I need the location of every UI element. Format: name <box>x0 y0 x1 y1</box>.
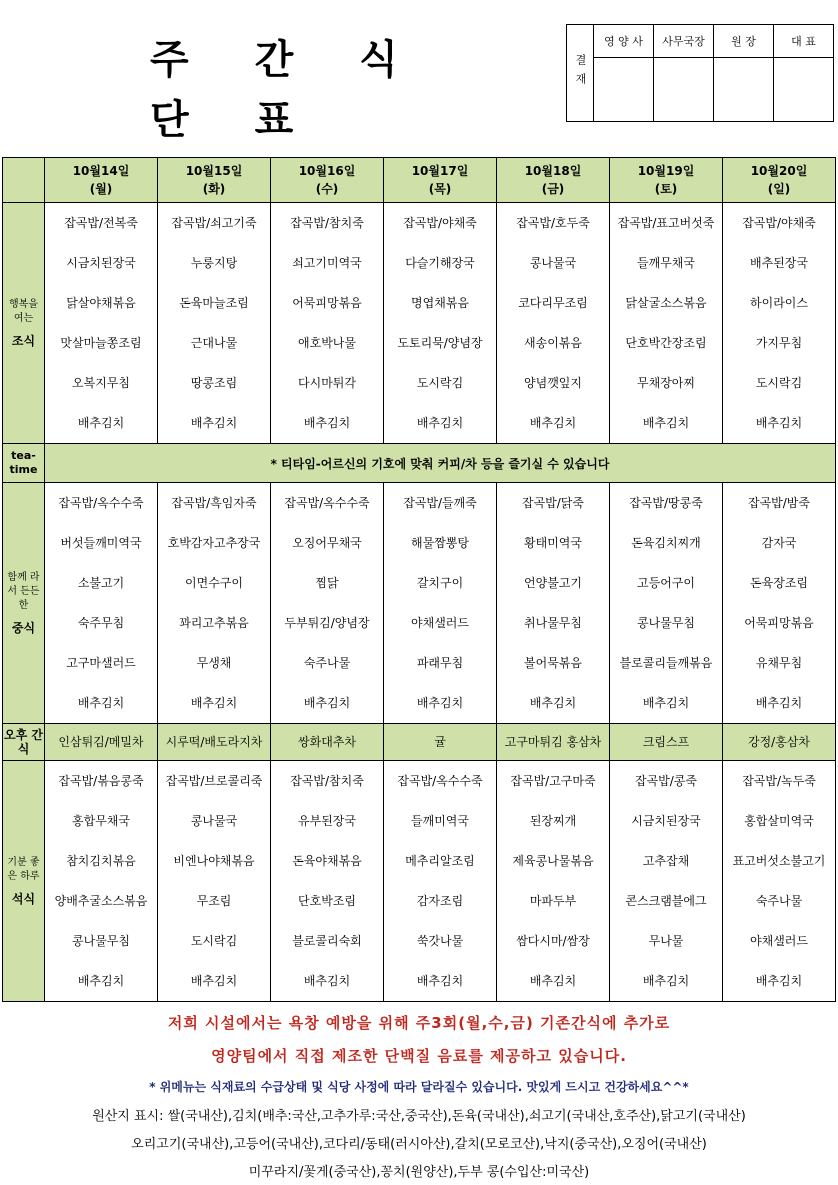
teatime-label: tea-time <box>3 444 45 483</box>
dinner-day-cell <box>384 761 497 1002</box>
lunch-menu-item: 잡곡밥/흑임자죽 <box>171 496 257 510</box>
corner-cell <box>3 158 45 203</box>
dinner-menu-item: 된장찌개 <box>529 814 577 828</box>
dinner-menu-item: 콘스크램블에그 <box>625 894 707 908</box>
dinner-menu-item: 잡곡밥/볶음콩죽 <box>58 774 144 788</box>
breakfast-menu-item: 무채장아찌 <box>637 376 695 390</box>
snack-item: 크림스프 <box>610 724 723 761</box>
dinner-menu-item: 숙주나물 <box>755 894 803 908</box>
snack-item: 귤 <box>384 724 497 761</box>
breakfast-menu-item: 근대나물 <box>190 336 238 350</box>
origin-line-3: 미꾸라지/꽃게(중국산),꽁치(원양산),두부 콩(수입산:미국산) <box>248 1165 590 1180</box>
breakfast-menu-item: 누룽지탕 <box>190 256 238 270</box>
breakfast-day-cell <box>45 203 158 444</box>
dinner-menu-item: 콩나물국 <box>190 814 238 828</box>
breakfast-menu-item: 어묵피망볶음 <box>292 296 362 310</box>
snack-label: 오후 간식 <box>3 724 45 761</box>
snack-item: 강정/홍삼차 <box>723 724 836 761</box>
approval-side-label: 결재 <box>567 25 594 122</box>
lunch-menu-item: 돈육김치찌개 <box>631 536 701 550</box>
breakfast-menu-item: 들깨무채국 <box>637 256 695 270</box>
breakfast-menu-item: 단호박간장조림 <box>625 336 707 350</box>
day-header <box>384 158 497 203</box>
breakfast-menu-item: 배추김치 <box>529 416 577 430</box>
breakfast-menu-item: 잡곡밥/참치죽 <box>290 216 364 230</box>
dinner-menu-item: 잡곡밥/콩죽 <box>634 774 697 788</box>
dinner-menu-item: 시금치된장국 <box>631 814 701 828</box>
lunch-menu-item: 돈육장조림 <box>750 576 808 590</box>
lunch-menu-item: 잡곡밥/닭죽 <box>521 496 584 510</box>
lunch-menu-item: 블로콜리들깨볶음 <box>619 656 713 670</box>
day-date: 10월17일 <box>411 164 469 178</box>
snack-row <box>3 724 836 761</box>
lunch-day-cell <box>271 483 384 724</box>
dinner-day-cell <box>723 761 836 1002</box>
dinner-menu-item: 들깨미역국 <box>411 814 469 828</box>
lunch-day-cell <box>384 483 497 724</box>
approval-sign-box[interactable] <box>594 58 654 122</box>
dinner-menu-item: 잡곡밥/옥수수죽 <box>397 774 483 788</box>
lunch-menu-item: 배추김치 <box>416 696 464 710</box>
lunch-menu-item: 유채무침 <box>755 656 803 670</box>
origin-line-1: 원산지 표시: 쌀(국내산),김치(배추:국산,고추가루:국산,중국산),돈육(국내산),쇠고기(국내산,호주산),닭고기(국내산) <box>92 1109 746 1124</box>
breakfast-menu-item: 도시락김 <box>755 376 803 390</box>
breakfast-menu-item: 양념깻잎지 <box>524 376 582 390</box>
breakfast-menu-item: 땅콩조림 <box>190 376 238 390</box>
dinner-menu-item: 쑥갓나물 <box>416 934 464 948</box>
dinner-menu-item: 무조림 <box>196 894 232 908</box>
day-header <box>723 158 836 203</box>
lunch-menu-item: 숙주무침 <box>77 616 125 630</box>
dinner-menu-item: 메추리알조림 <box>405 854 475 868</box>
lunch-side-label <box>3 483 45 724</box>
day-date: 10월15일 <box>185 164 243 178</box>
breakfast-menu-item: 배추김치 <box>755 416 803 430</box>
dinner-menu-item: 배추김치 <box>416 974 464 988</box>
lunch-menu-item: 황태미역국 <box>524 536 582 550</box>
dinner-menu-item: 무나물 <box>648 934 684 948</box>
lunch-menu-item: 언양불고기 <box>524 576 582 590</box>
snack-item: 인삼튀김/메밀차 <box>45 724 158 761</box>
lunch-menu-item: 고등어구이 <box>637 576 695 590</box>
dinner-menu-item: 감자조림 <box>416 894 464 908</box>
lunch-menu-item: 배추김치 <box>190 696 238 710</box>
notice-line-1: 저희 시설에서는 욕창 예방을 위해 주3회(월,수,금) 기존간식에 추가로 <box>167 1014 671 1032</box>
dinner-menu-item: 잡곡밥/참치죽 <box>290 774 364 788</box>
origin-line-2: 오리고기(국내산),고등어(국내산),코다리/동태(러시아산),갈치(모로코산),낙지(중국산),오징어(국내산) <box>131 1137 707 1152</box>
lunch-day-cell <box>497 483 610 724</box>
dinner-menu-item: 홍합무채국 <box>72 814 130 828</box>
breakfast-menu-item: 도토리묵/양념장 <box>397 336 483 350</box>
breakfast-menu-item: 돈육마늘조림 <box>179 296 249 310</box>
breakfast-menu-item: 애호박나물 <box>298 336 356 350</box>
lunch-menu-item: 소불고기 <box>77 576 125 590</box>
breakfast-menu-item: 배추된장국 <box>750 256 808 270</box>
lunch-menu-item: 잡곡밥/땅콩죽 <box>629 496 703 510</box>
lunch-menu-item: 어묵피망볶음 <box>744 616 814 630</box>
breakfast-menu-item: 배추김치 <box>642 416 690 430</box>
weekly-menu-table <box>2 157 836 1002</box>
dinner-menu-item: 쌈다시마/쌈장 <box>516 934 590 948</box>
dinner-day-cell <box>45 761 158 1002</box>
breakfast-menu-item: 잡곡밥/야채죽 <box>403 216 477 230</box>
breakfast-menu-item: 배추김치 <box>303 416 351 430</box>
lunch-menu-item: 파래무침 <box>416 656 464 670</box>
dinner-meal-label: 석식 <box>11 892 36 906</box>
lunch-menu-item: 해물짬뽕탕 <box>411 536 469 550</box>
approval-sign-box[interactable] <box>654 58 714 122</box>
approval-role: 영 양 사 <box>594 25 654 58</box>
breakfast-day-cell <box>271 203 384 444</box>
day-date: 10월19일 <box>637 164 695 178</box>
breakfast-side-text: 행복을 여는 <box>9 299 38 324</box>
breakfast-menu-item: 명엽채볶음 <box>411 296 469 310</box>
lunch-menu-item: 취나물무침 <box>524 616 582 630</box>
dinner-menu-item: 도시락김 <box>190 934 238 948</box>
day-of-week: (토) <box>654 182 678 196</box>
lunch-menu-item: 갈치구이 <box>416 576 464 590</box>
lunch-menu-item: 잡곡밥/옥수수죽 <box>58 496 144 510</box>
lunch-side-text: 함께 라서 든든한 <box>7 572 40 611</box>
breakfast-menu-item: 배추김치 <box>77 416 125 430</box>
dinner-menu-item: 콩나물무침 <box>72 934 130 948</box>
breakfast-menu-item: 도시락김 <box>416 376 464 390</box>
breakfast-menu-item: 하이라이스 <box>750 296 808 310</box>
breakfast-day-cell <box>723 203 836 444</box>
dinner-menu-item: 마파두부 <box>529 894 577 908</box>
breakfast-menu-item: 배추김치 <box>190 416 238 430</box>
dinner-menu-item: 야채샐러드 <box>750 934 808 948</box>
page-title: 주 간 식 단 표 <box>150 37 424 143</box>
dinner-side-label <box>3 761 45 1002</box>
day-of-week: (월) <box>89 182 113 196</box>
breakfast-menu-item: 콩나물국 <box>529 256 577 270</box>
lunch-day-cell <box>723 483 836 724</box>
dinner-day-cell <box>271 761 384 1002</box>
dinner-row <box>3 761 836 1002</box>
dinner-menu-item: 배추김치 <box>77 974 125 988</box>
day-header <box>158 158 271 203</box>
lunch-menu-item: 볼어묵볶음 <box>524 656 582 670</box>
breakfast-menu-item: 다시마튀각 <box>298 376 356 390</box>
day-header-row <box>3 158 836 203</box>
dinner-menu-item: 양배추굴소스볶음 <box>54 894 148 908</box>
day-of-week: (일) <box>767 182 791 196</box>
day-of-week: (금) <box>541 182 565 196</box>
dinner-menu-item: 잡곡밥/녹두죽 <box>742 774 816 788</box>
dinner-day-cell <box>610 761 723 1002</box>
breakfast-menu-item: 잡곡밥/호두죽 <box>516 216 590 230</box>
day-date: 10월16일 <box>298 164 356 178</box>
breakfast-day-cell <box>497 203 610 444</box>
lunch-menu-item: 배추김치 <box>755 696 803 710</box>
approval-role: 원 장 <box>714 25 774 58</box>
lunch-menu-item: 배추김치 <box>642 696 690 710</box>
breakfast-menu-item: 잡곡밥/쇠고기죽 <box>171 216 257 230</box>
lunch-menu-item: 잡곡밥/들깨죽 <box>403 496 477 510</box>
lunch-menu-item: 배추김치 <box>303 696 351 710</box>
breakfast-menu-item: 맛살마늘쫑조림 <box>60 336 142 350</box>
day-date: 10월14일 <box>72 164 130 178</box>
dinner-menu-item: 배추김치 <box>755 974 803 988</box>
day-header <box>271 158 384 203</box>
approval-sign-box[interactable] <box>714 58 774 122</box>
lunch-menu-item: 찜닭 <box>315 576 339 590</box>
dinner-day-cell <box>497 761 610 1002</box>
dinner-day-cell <box>158 761 271 1002</box>
lunch-day-cell <box>45 483 158 724</box>
dinner-menu-item: 고추잡채 <box>642 854 690 868</box>
day-header <box>497 158 610 203</box>
lunch-menu-item: 이면수구이 <box>185 576 243 590</box>
breakfast-menu-item: 시금치된장국 <box>66 256 136 270</box>
breakfast-row <box>3 203 836 444</box>
day-of-week: (목) <box>428 182 452 196</box>
lunch-day-cell <box>158 483 271 724</box>
lunch-menu-item: 버섯들깨미역국 <box>60 536 142 550</box>
notice-line-3: * 위메뉴는 식재료의 수급상태 및 식당 사정에 따라 달라질수 있습니다. 맛있게 드시고 건강하세요^^* <box>149 1080 689 1094</box>
breakfast-day-cell <box>384 203 497 444</box>
breakfast-side-label <box>3 203 45 444</box>
lunch-menu-item: 잡곡밥/밤죽 <box>747 496 810 510</box>
breakfast-day-cell <box>158 203 271 444</box>
lunch-menu-item: 숙주나물 <box>303 656 351 670</box>
lunch-row <box>3 483 836 724</box>
dinner-menu-item: 배추김치 <box>642 974 690 988</box>
dinner-menu-item: 잡곡밥/브로콜리죽 <box>165 774 263 788</box>
snack-item: 쌍화대추차 <box>271 724 384 761</box>
breakfast-day-cell <box>610 203 723 444</box>
day-of-week: (수) <box>315 182 339 196</box>
dinner-menu-item: 표고버섯소불고기 <box>732 854 826 868</box>
breakfast-menu-item: 가지무침 <box>755 336 803 350</box>
day-of-week: (화) <box>202 182 226 196</box>
lunch-menu-item: 꽈리고추볶음 <box>179 616 249 630</box>
breakfast-menu-item: 코다리무조림 <box>518 296 588 310</box>
lunch-menu-item: 오징어무채국 <box>292 536 362 550</box>
lunch-day-cell <box>610 483 723 724</box>
approval-role: 대 표 <box>774 25 834 58</box>
snack-item: 시루떡/배도라지차 <box>158 724 271 761</box>
day-header <box>610 158 723 203</box>
day-date: 10월18일 <box>524 164 582 178</box>
breakfast-menu-item: 새송이볶음 <box>524 336 582 350</box>
lunch-menu-item: 배추김치 <box>529 696 577 710</box>
breakfast-menu-item: 배추김치 <box>416 416 464 430</box>
dinner-menu-item: 배추김치 <box>190 974 238 988</box>
lunch-menu-item: 야채샐러드 <box>411 616 469 630</box>
lunch-menu-item: 고구마샐러드 <box>66 656 136 670</box>
dinner-menu-item: 참치김치볶음 <box>66 854 136 868</box>
lunch-menu-item: 잡곡밥/옥수수죽 <box>284 496 370 510</box>
breakfast-menu-item: 쇠고기미역국 <box>292 256 362 270</box>
approval-sign-box[interactable] <box>774 58 834 122</box>
teatime-row <box>3 444 836 483</box>
dinner-menu-item: 블로콜리숙회 <box>292 934 362 948</box>
approval-role: 사무국장 <box>654 25 714 58</box>
breakfast-menu-item: 오복지무침 <box>72 376 130 390</box>
breakfast-meal-label: 조식 <box>11 334 36 348</box>
lunch-menu-item: 감자국 <box>761 536 797 550</box>
dinner-menu-item: 홍합살미역국 <box>744 814 814 828</box>
day-date: 10월20일 <box>750 164 808 178</box>
lunch-meal-label: 중식 <box>11 621 36 635</box>
dinner-menu-item: 단호박조림 <box>298 894 356 908</box>
breakfast-menu-item: 잡곡밥/전복죽 <box>64 216 138 230</box>
breakfast-menu-item: 잡곡밥/표고버섯죽 <box>617 216 715 230</box>
dinner-menu-item: 배추김치 <box>529 974 577 988</box>
breakfast-menu-item: 다슬기해장국 <box>405 256 475 270</box>
day-header <box>45 158 158 203</box>
breakfast-menu-item: 닭살야채볶음 <box>66 296 136 310</box>
dinner-menu-item: 돈육야채볶음 <box>292 854 362 868</box>
breakfast-menu-item: 닭살굴소스볶음 <box>625 296 707 310</box>
dinner-menu-item: 비엔나야채볶음 <box>173 854 255 868</box>
lunch-menu-item: 두부튀김/양념장 <box>284 616 370 630</box>
lunch-menu-item: 배추김치 <box>77 696 125 710</box>
approval-box <box>566 24 834 122</box>
snack-item: 고구마튀김 홍삼차 <box>497 724 610 761</box>
dinner-menu-item: 잡곡밥/고구마죽 <box>510 774 596 788</box>
dinner-menu-item: 배추김치 <box>303 974 351 988</box>
notice-line-2: 영양팀에서 직접 제조한 단백질 음료를 제공하고 있습니다. <box>211 1047 627 1065</box>
lunch-menu-item: 무생채 <box>196 656 232 670</box>
dinner-menu-item: 제육콩나물볶음 <box>512 854 594 868</box>
lunch-menu-item: 콩나물무침 <box>637 616 695 630</box>
dinner-menu-item: 유부된장국 <box>298 814 356 828</box>
dinner-side-text: 기분 좋은 하루 <box>7 857 40 882</box>
lunch-menu-item: 호박감자고추장국 <box>167 536 261 550</box>
teatime-text: * 티타임-어르신의 기호에 맞춰 커피/차 등을 즐기실 수 있습니다 <box>45 444 836 483</box>
breakfast-menu-item: 잡곡밥/야채죽 <box>742 216 816 230</box>
